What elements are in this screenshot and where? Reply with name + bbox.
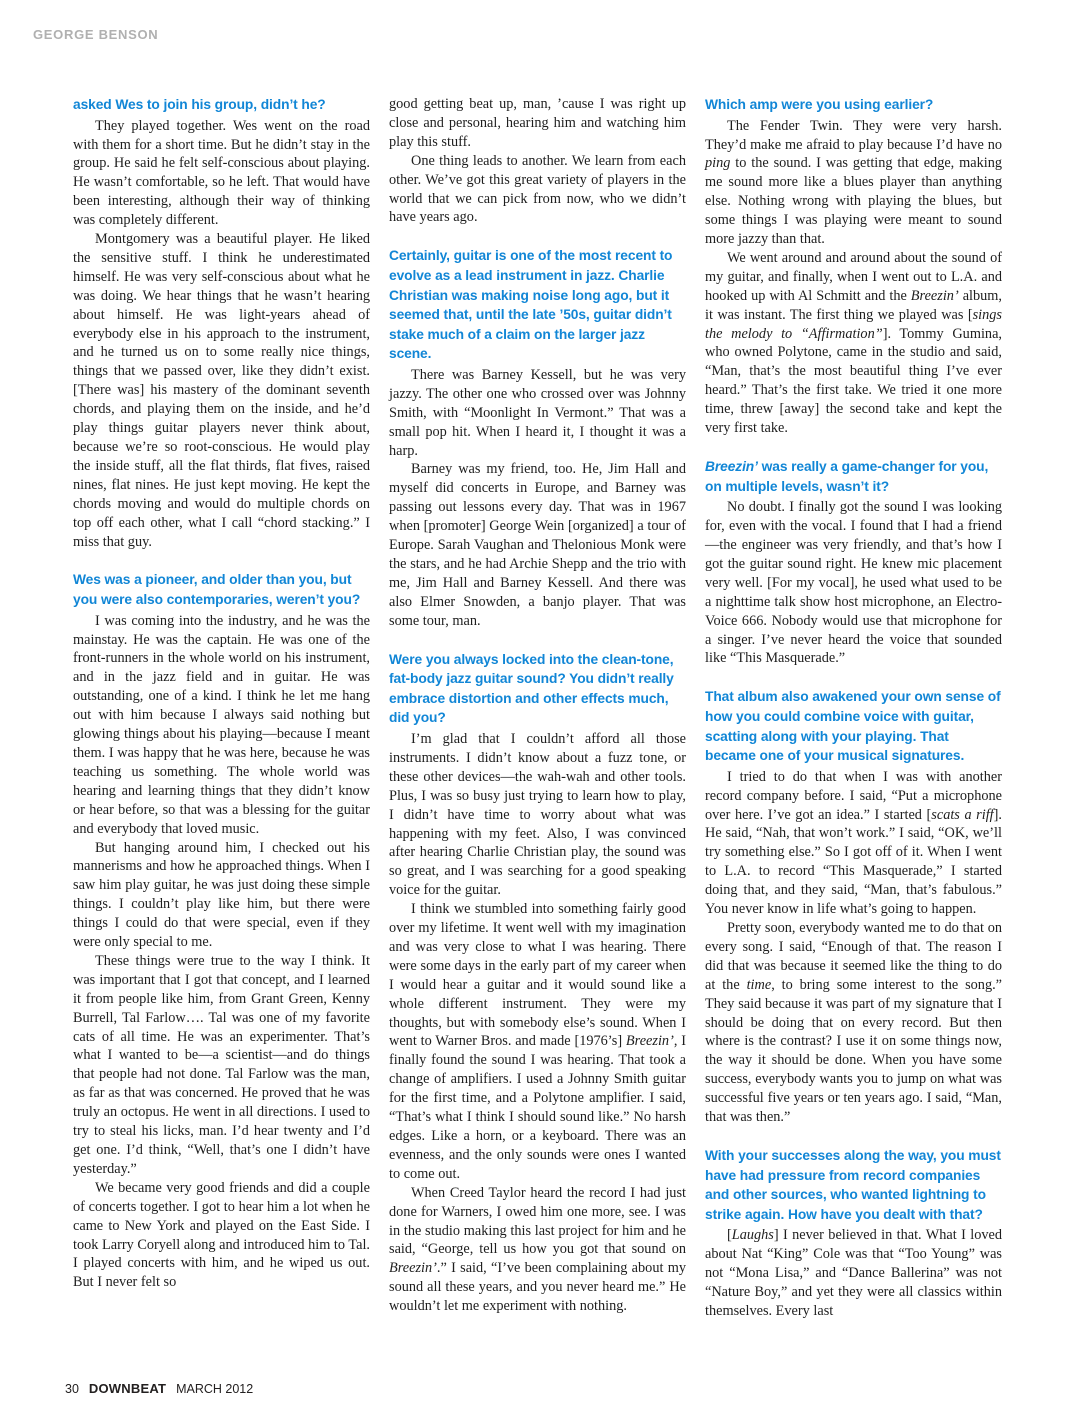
answer-paragraph: [73, 230, 370, 551]
answer-paragraph: [73, 952, 370, 1179]
answer-paragraph: [389, 730, 686, 900]
text-segment: But hanging around him, I checked out his mannerisms and how he approached things. When I saw him play guitar, he was just doing these simple things. I couldn’t play like him, but there were things I could do that were special, even if they were only special to me.: [73, 839, 370, 951]
answer-paragraph: [73, 839, 370, 952]
text-segment: We went around and around about the sound of my guitar, and finally, when I went out to L.A. and hooked up with Al Schmitt and the: [705, 249, 1002, 304]
text-segment: Which amp were you using earlier?: [705, 97, 934, 112]
text-segment: Pretty soon, everybody wanted me to do that on every song. I said, “Enough of that. The reason I did that was because it seemed like the thing to do at the: [705, 919, 1002, 993]
answer-paragraph: [389, 152, 686, 228]
text-segment: One thing leads to another. We learn from each other. We’ve got this great variety of players in the world that we can pick from now, who we didn’t have years ago.: [389, 152, 686, 226]
text-segment: I think we stumbled into something fairly good over my lifetime. It went well with my imagination and was very close to what I was hearing. There were some days in the early part of my career when I would hear a guitar and it would sound like a whole different instrument. They were my thoughts, but with somebody else’s sound. When I went to Warner Bros. and made [1976’s]: [389, 901, 686, 1050]
italic-text-segment: Breezin’: [705, 459, 758, 474]
text-segment: Certainly, guitar is one of the most recent to evolve as a lead instrument in jazz. Charlie Christian was making noise long ago, but it seemed that, until the late ’50s, guitar didn’t stake much of a claim on the larger jazz scene.: [389, 248, 673, 362]
text-segment: .” I said, “I’ve been complaining about my sound all these years, and you never heard me.” He wouldn’t let me experiment with nothing.: [389, 1260, 686, 1315]
text-segment: [: [727, 1227, 732, 1244]
text-segment: That album also awakened your own sense of how you could combine voice with guitar, scatting along with your playing. That became one of your musical signatures.: [705, 689, 1001, 764]
text-segment: I was coming into the industry, and he was the mainstay. He was the captain. He was one of the front-runners in the whole world on his instrument, and in the jazz field and in guitar. He was outstanding, one of a kind. I think he let me hang out with him because I always said nothing but glowing things about his playing—because I meant them. I was happy that he was here, because he was teaching us something. The whole world was hearing and learning things that they didn’t know or hear before, so that was a blessing for the guitar and everybody that loved music.: [73, 612, 370, 837]
page-header-artist-name: GEORGE BENSON: [33, 27, 159, 42]
answer-paragraph: [705, 117, 1002, 249]
text-segment: was really a game-changer for you, on multiple levels, wasn’t it?: [705, 459, 989, 494]
italic-text-segment: Laughs: [731, 1227, 774, 1244]
answer-paragraph: [73, 117, 370, 230]
answer-paragraph: [389, 900, 686, 1184]
interview-question: [705, 1146, 1002, 1224]
text-segment: ] I never believed in that. What I loved about Nat “King” Cole was that “Too Young” was not “Mona Lisa,” and “Dance Ballerina” was not “Nature Boy,” and yet they were all classics within themselves. Every last: [705, 1227, 1002, 1319]
text-segment: Were you always locked into the clean-tone, fat-body jazz guitar sound? You didn’t really embrace distortion and other effects much, did you?: [389, 651, 674, 726]
text-segment: They played together. Wes went on the road with them for a short time. But he didn’t stay in the group. He said he felt self-conscious about playing. He wasn’t comfortable, so he left. That would have been interesting, although their way of thinking was completely different.: [73, 117, 370, 229]
text-segment: asked Wes to join his group, didn’t he?: [73, 97, 326, 112]
footer-issue-date: MARCH 2012: [176, 1382, 254, 1396]
answer-paragraph: [705, 919, 1002, 1127]
text-segment: Montgomery was a beautiful player. He liked the sensitive stuff. I think he underestimated himself. He was very self-conscious about what he was doing. We hear things that he wasn’t hearing about himself. He was light-years ahead of everybody else in his approach to the instrument, and he turned us on to some really nice things, things that we passed over, like they didn’t exist. [There was] his mastery of the dominant seventh chords, and playing them on the inside, and he’d play things guitar players never think about, because we’re so root-conscious. He would play the inside stuff, all the flat thirds, flat fives, raised nines, flat nines. He just kept moving. He kept the chords moving and would do multiple chords on top off each other, what I call “chord stacking.” I miss that guy.: [73, 231, 370, 550]
answer-paragraph: [389, 95, 686, 152]
text-segment: album, it was instant. The first thing we played was [: [705, 287, 1002, 323]
text-segment: With your successes along the way, you must have had pressure from record companies and other sources, who wanted lightning to strike again. How have you dealt with that?: [705, 1147, 1001, 1222]
interview-question: [389, 650, 686, 728]
answer-paragraph: [389, 1184, 686, 1316]
answer-paragraph: [389, 366, 686, 461]
text-segment: , to bring some interest to the song.” They said because it was part of my signature that I should be doing that on every record. But then where is the contrast? I use it on some things now, the way it should be done. When you have some success, everybody wants you to jump on what was successful five years or ten years ago. I said, “Man, that was then.”: [705, 976, 1003, 1126]
answer-paragraph: [389, 460, 686, 630]
interview-question: [705, 687, 1002, 765]
answer-paragraph: [705, 498, 1002, 668]
answer-paragraph: [705, 1226, 1002, 1321]
italic-text-segment: Breezin’: [625, 1033, 674, 1050]
article-column-2: [389, 95, 686, 1316]
article-column-3: [705, 95, 1002, 1321]
text-segment: Wes was a pioneer, and older than you, but you were also contemporaries, weren’t you?: [73, 572, 361, 608]
page-footer: [65, 1381, 253, 1396]
text-segment: These things were true to the way I think. It was important that I got that concept, and I learned it from people like him, from Grant Green, Kenny Burrell, Tal Farlow…. Tal was one of my favorite cats of all time. He was an experimenter. That’s what I wanted to be—a scientist—and do things that people had not done. Tal Farlow was the man, as far as that was concerned. He proved that he was truly an octopus. He went in all directions. I used to try to steal his licks, man. I’d hear twenty and I’d get one. I’d think, “Well, that’s one I didn’t have yesterday.”: [73, 952, 370, 1177]
answer-paragraph: [73, 612, 370, 839]
text-segment: No doubt. I finally got the sound I was looking for, even with the vocal. I found that I had a friend—the engineer was very friendly, and that’s how I got the guitar sound right. He knew mic placement very well. [For my vocal], he used what used to be a nighttime talk show host microphone, an Electro-Voice 666. Nobody would use that microphone for a singer. I’ve never heard the voice that sounded like “This Masquerade.”: [705, 499, 1002, 667]
answer-paragraph: [705, 249, 1002, 438]
text-segment: There was Barney Kessell, but he was very jazzy. The other one who crossed over was Johnny Smith, with “Moonlight In Vermont.” That was a small pop hit. When I heard it, I thought it was a harp.: [389, 366, 686, 459]
footer-magazine-title: DOWNBEAT: [88, 1381, 167, 1396]
answer-paragraph: [73, 1179, 370, 1292]
interview-question: [705, 95, 1002, 115]
text-segment: to the sound. I was getting that edge, making me sound more like a blues player than anything else. Nothing wrong with playing the blues, but some things I was playing were meant to sound more jazzy than that.: [705, 155, 1002, 248]
text-segment: I’m glad that I couldn’t afford all those instruments. I didn’t know about a fuzz tone, or these other devices—the wah-wah and other tools. Plus, I was so busy just trying to learn how to play, I didn’t have time to worry about what was happening with my feet. Also, I was convinced after hearing Charlie Christian play, the sound was so great, and I was searching for a good speaking voice for the guitar.: [389, 730, 686, 899]
italic-text-segment: Breezin’: [910, 287, 959, 304]
interview-question: [73, 570, 370, 609]
text-segment: good getting beat up, man, ’cause I was right up close and personal, hearing him and watching him play this stuff.: [389, 96, 686, 150]
italic-text-segment: scats a riff: [931, 806, 994, 823]
italic-text-segment: Breezin’: [389, 1260, 437, 1277]
italic-text-segment: time: [746, 976, 772, 993]
text-segment: The Fender Twin. They were very harsh. They’d make me afraid to play because I’d have no: [705, 117, 1002, 153]
answer-paragraph: [705, 768, 1002, 919]
text-segment: When Creed Taylor heard the record I had just done for Warners, I owed him one more, see. I was in the studio making this last project for him and he said, “George, tell us how you got that sound on: [389, 1184, 686, 1258]
interview-question: [705, 457, 1002, 496]
article-column-1: [73, 95, 370, 1292]
interview-question: [389, 246, 686, 364]
text-segment: Barney was my friend, too. He, Jim Hall and myself did concerts in Europe, and Barney was passing out lessons every day. That was in 1967 when [promoter] George Wein [organized] a tour of Europe. Sarah Vaughan and Thelonious Monk were the stars, and he had Archie Shepp and the trio with me, Jim Hall and Barney Kessell. And there was also Elmer Snowden, a banjo player. That was some tour, man.: [389, 461, 686, 629]
article-columns: [73, 95, 1002, 1321]
text-segment: ]. He said, “Nah, that won’t work.” I said, “OK, we’ll try something else.” So I got off of it. When I went to L.A. to record “This Masquerade,” I started doing that, and they said, “Man, that’s fabulous.” You never know in life what’s going to happen.: [705, 806, 1002, 918]
italic-text-segment: sings the melody to “Affirmation”: [705, 306, 1002, 342]
text-segment: I tried to do that when I was with another record company before. I said, “Put a microphone over here. I’ve got an idea.” I started [: [705, 768, 1002, 823]
text-segment: , I finally found the sound I was hearing. That took a change of amplifiers. I used a Johnny Smith guitar for the first time, and a Polytone amplifier. I said, “That’s what I think I should sound like.” No harsh edges. Like a horn, or a keyboard. There was an evenness, and the only sounds were ones I wanted to come out.: [389, 1033, 686, 1182]
italic-text-segment: ping: [705, 155, 731, 172]
text-segment: ]. Tommy Gumina, who owned Polytone, came in the studio and said, “Man, that’s the most beautiful thing I’ve ever heard.” That’s the first take. We tried it one more time, threw [away] the second take and kept the very first take.: [705, 325, 1002, 437]
text-segment: We became very good friends and did a couple of concerts together. I got to hear him a lot when he came to New York and played on the East Side. I took Larry Coryell along and introduced him to Tal. I played concerts with him, and he wiped us out. But I never felt so: [73, 1179, 370, 1291]
footer-page-number: 30: [65, 1382, 79, 1396]
interview-question: [73, 95, 370, 115]
